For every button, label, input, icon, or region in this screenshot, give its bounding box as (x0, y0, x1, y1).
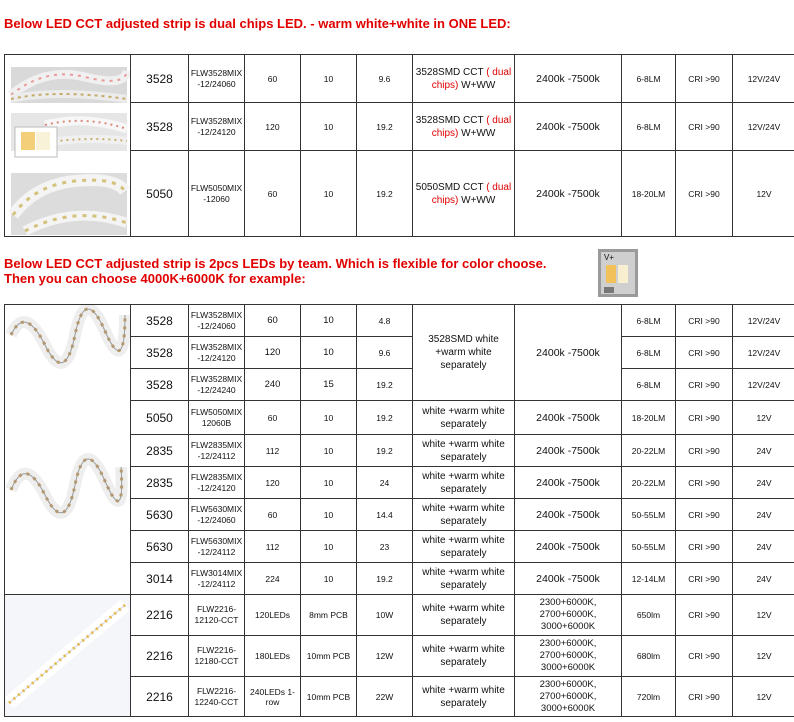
voltage: 12V (733, 677, 794, 717)
dual-chip-table (4, 54, 794, 237)
model-number: FLW5050MIX 12060B (189, 401, 245, 435)
group-color-temp: 2400k -7500k (515, 305, 622, 401)
table-row (5, 305, 794, 337)
led-code: 3528 (131, 55, 189, 103)
team-heading-line1: Below LED CCT adjusted strip is 2pcs LEDs by team. Which is flexible for color choose. (4, 256, 547, 271)
wattage: 19.2 (357, 563, 413, 595)
led-count: 112 (245, 435, 301, 467)
color-temp: 2400k -7500k (515, 467, 622, 499)
description (413, 151, 515, 237)
led-count: 224 (245, 563, 301, 595)
led-chip-image (598, 249, 638, 297)
led-count: 112 (245, 531, 301, 563)
cut-length: 8mm PCB (301, 595, 357, 636)
cri: CRI >90 (676, 305, 733, 337)
voltage: 12V/24V (733, 337, 794, 369)
led-code: 5050 (131, 151, 189, 237)
team-strip-image-cell (5, 305, 131, 595)
wattage: 12W (357, 636, 413, 677)
led-code: 5630 (131, 499, 189, 531)
description: white +warm white separately (413, 595, 515, 636)
description (413, 103, 515, 151)
model-number: FLW3014MIX -12/24112 (189, 563, 245, 595)
wattage: 22W (357, 677, 413, 717)
desc-tail: W+WW (458, 194, 496, 206)
description: white +warm white separately (413, 499, 515, 531)
cri: CRI >90 (676, 103, 733, 151)
color-temp: 2300+6000K, 2700+6000K, 3000+6000K (515, 636, 622, 677)
lumen: 6-8LM (622, 55, 676, 103)
lumen: 650lm (622, 595, 676, 636)
cri: CRI >90 (676, 151, 733, 237)
wattage: 14.4 (357, 499, 413, 531)
color-temp: 2400k -7500k (515, 55, 622, 103)
wattage: 10W (357, 595, 413, 636)
cut-length: 10 (301, 499, 357, 531)
dual-chip-heading: Below LED CCT adjusted strip is dual chips LED. - warm white+white in ONE LED: (4, 16, 511, 31)
voltage: 12V (733, 151, 794, 237)
led-code: 2835 (131, 435, 189, 467)
led-code: 3528 (131, 305, 189, 337)
color-temp: 2400k -7500k (515, 103, 622, 151)
cri: CRI >90 (676, 369, 733, 401)
table-row (5, 595, 794, 636)
cri: CRI >90 (676, 636, 733, 677)
cri: CRI >90 (676, 677, 733, 717)
led-count: 60 (245, 305, 301, 337)
wattage: 19.2 (357, 151, 413, 237)
voltage: 12V/24V (733, 369, 794, 401)
description: white +warm white separately (413, 467, 515, 499)
lumen: 12-14LM (622, 563, 676, 595)
model-number: FLW2216- 12120-CCT (189, 595, 245, 636)
led-count: 120 (245, 337, 301, 369)
voltage: 12V (733, 636, 794, 677)
wattage: 19.2 (357, 103, 413, 151)
model-number: FLW3528MIX -12/24060 (189, 305, 245, 337)
led-code: 5630 (131, 531, 189, 563)
cri: CRI >90 (676, 55, 733, 103)
led-count: 60 (245, 151, 301, 237)
model-number: FLW5630MIX -12/24060 (189, 499, 245, 531)
led-code: 2216 (131, 677, 189, 717)
cri: CRI >90 (676, 595, 733, 636)
description: white +warm white separately (413, 531, 515, 563)
model-number: FLW2216- 12180-CCT (189, 636, 245, 677)
cut-length: 10 (301, 467, 357, 499)
description: white +warm white separately (413, 401, 515, 435)
desc-tail: W+WW (458, 79, 496, 91)
desc-dual-chips: ( dual chips) (431, 181, 512, 206)
color-temp: 2300+6000K, 2700+6000K, 3000+6000K (515, 595, 622, 636)
cri: CRI >90 (676, 435, 733, 467)
cut-length: 10 (301, 435, 357, 467)
2216-strip-photo (5, 595, 131, 717)
desc-dual-chips: ( dual chips) (431, 114, 512, 139)
model-number: FLW3528MIX -12/24060 (189, 55, 245, 103)
cut-length: 10mm PCB (301, 677, 357, 717)
lumen: 6-8LM (622, 103, 676, 151)
led-code: 3528 (131, 369, 189, 401)
color-temp: 2400k -7500k (515, 151, 622, 237)
voltage: 12V (733, 595, 794, 636)
voltage: 24V (733, 499, 794, 531)
cri: CRI >90 (676, 531, 733, 563)
lumen: 50-55LM (622, 499, 676, 531)
description: white +warm white separately (413, 636, 515, 677)
voltage: 12V/24V (733, 55, 794, 103)
team-led-table (4, 304, 794, 717)
cut-length: 10 (301, 305, 357, 337)
led-code: 3014 (131, 563, 189, 595)
wattage: 9.6 (357, 55, 413, 103)
cri: CRI >90 (676, 401, 733, 435)
voltage: 24V (733, 467, 794, 499)
led-code: 2216 (131, 595, 189, 636)
model-number: FLW3528MIX -12/24120 (189, 103, 245, 151)
table-row (5, 55, 794, 103)
led-code: 3528 (131, 103, 189, 151)
cut-length: 10mm PCB (301, 636, 357, 677)
team-heading-line2: Then you can choose 4000K+6000K for example: (4, 271, 306, 286)
lumen: 50-55LM (622, 531, 676, 563)
color-temp: 2400k -7500k (515, 401, 622, 435)
wattage: 19.2 (357, 401, 413, 435)
desc-tail: W+WW (458, 127, 496, 139)
cut-length: 10 (301, 103, 357, 151)
cri: CRI >90 (676, 499, 733, 531)
voltage: 12V/24V (733, 305, 794, 337)
led-code: 2835 (131, 467, 189, 499)
cut-length: 10 (301, 563, 357, 595)
model-number: FLW5630MIX -12/24112 (189, 531, 245, 563)
led-count: 60 (245, 55, 301, 103)
dual-chip-image-cell (5, 55, 131, 237)
led-count: 240LEDs 1-row (245, 677, 301, 717)
lumen: 680lm (622, 636, 676, 677)
model-number: FLW5050MIX -12060 (189, 151, 245, 237)
cut-length: 10 (301, 337, 357, 369)
led-count: 60 (245, 401, 301, 435)
desc-main: 5050SMD CCT (415, 181, 487, 193)
cri: CRI >90 (676, 337, 733, 369)
led-count: 180LEDs (245, 636, 301, 677)
cut-length: 10 (301, 55, 357, 103)
lumen: 720lm (622, 677, 676, 717)
chip-badge-label: V+ (604, 253, 615, 262)
model-number: FLW2216- 12240-CCT (189, 677, 245, 717)
lumen: 6-8LM (622, 305, 676, 337)
led-code: 2216 (131, 636, 189, 677)
cri: CRI >90 (676, 467, 733, 499)
desc-dual-chips: ( dual chips) (431, 66, 512, 91)
desc-main: 3528SMD CCT (415, 114, 487, 126)
team-strip-photos (5, 305, 131, 595)
cut-length: 10 (301, 401, 357, 435)
lumen: 18-20LM (622, 401, 676, 435)
model-number: FLW3528MIX -12/24120 (189, 337, 245, 369)
model-number: FLW3528MIX -12/24240 (189, 369, 245, 401)
voltage: 24V (733, 435, 794, 467)
voltage: 12V (733, 401, 794, 435)
color-temp: 2300+6000K, 2700+6000K, 3000+6000K (515, 677, 622, 717)
2216-strip-image-cell (5, 595, 131, 717)
description (413, 55, 515, 103)
lumen: 20-22LM (622, 435, 676, 467)
cut-length: 10 (301, 531, 357, 563)
voltage: 12V/24V (733, 103, 794, 151)
wattage: 19.2 (357, 435, 413, 467)
description: white +warm white separately (413, 563, 515, 595)
desc-main: 3528SMD CCT (415, 66, 487, 78)
led-count: 120 (245, 467, 301, 499)
led-count: 60 (245, 499, 301, 531)
cri: CRI >90 (676, 563, 733, 595)
wattage: 24 (357, 467, 413, 499)
cut-length: 15 (301, 369, 357, 401)
color-temp: 2400k -7500k (515, 499, 622, 531)
description: white +warm white separately (413, 435, 515, 467)
led-count: 120 (245, 103, 301, 151)
voltage: 24V (733, 563, 794, 595)
led-count: 120LEDs (245, 595, 301, 636)
model-number: FLW2835MIX -12/24120 (189, 467, 245, 499)
led-count: 240 (245, 369, 301, 401)
voltage: 24V (733, 531, 794, 563)
group-description: 3528SMD white +warm white separately (413, 305, 515, 401)
lumen: 20-22LM (622, 467, 676, 499)
led-code: 5050 (131, 401, 189, 435)
wattage: 9.6 (357, 337, 413, 369)
lumen: 6-8LM (622, 337, 676, 369)
color-temp: 2400k -7500k (515, 531, 622, 563)
wattage: 23 (357, 531, 413, 563)
color-temp: 2400k -7500k (515, 435, 622, 467)
lumen: 6-8LM (622, 369, 676, 401)
color-temp: 2400k -7500k (515, 563, 622, 595)
description: white +warm white separately (413, 677, 515, 717)
led-code: 3528 (131, 337, 189, 369)
wattage: 4.8 (357, 305, 413, 337)
model-number: FLW2835MIX -12/24112 (189, 435, 245, 467)
cut-length: 10 (301, 151, 357, 237)
dual-chip-strip-photos (5, 55, 131, 237)
wattage: 19.2 (357, 369, 413, 401)
lumen: 18-20LM (622, 151, 676, 237)
